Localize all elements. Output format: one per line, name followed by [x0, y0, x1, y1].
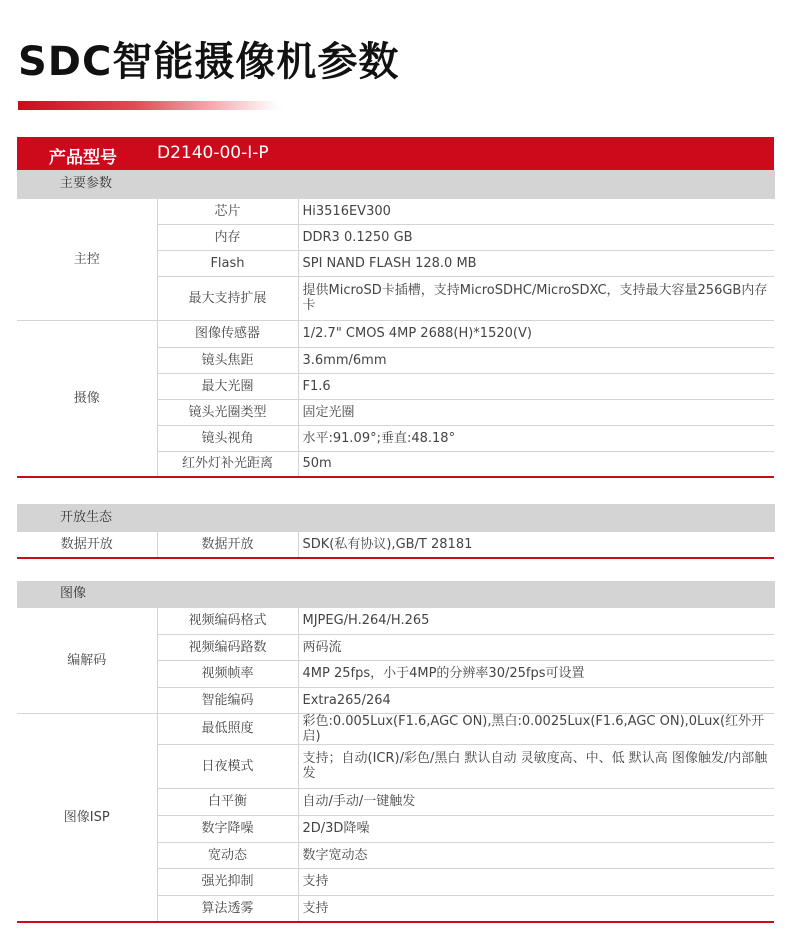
section-header: 主要参数 [17, 170, 774, 198]
param-name: Flash [157, 250, 298, 276]
param-value: 水平:91.09°;垂直:48.18° [298, 425, 774, 451]
section-header: 图像 [17, 581, 774, 607]
param-name: 视频编码格式 [157, 607, 298, 634]
group-label: 编解码 [17, 607, 157, 713]
table-row [17, 531, 774, 558]
param-value: 2D/3D降噪 [298, 815, 774, 842]
title-underline [18, 101, 278, 110]
param-name: 最低照度 [157, 713, 298, 744]
param-value: 50m [298, 451, 774, 477]
page-title: SDC智能摄像机参数 [18, 39, 400, 85]
param-value: 1/2.7" CMOS 4MP 2688(H)*1520(V) [298, 320, 774, 347]
param-name: 宽动态 [157, 842, 298, 868]
param-name: 镜头视角 [157, 425, 298, 451]
param-value: 支持；自动(ICR)/彩色/黑白 默认自动 灵敏度高、中、低 默认高 图像触发/内部触发 [298, 744, 774, 788]
param-value: 支持 [298, 895, 774, 922]
param-name: 数据开放 [157, 531, 298, 558]
param-value: SPI NAND FLASH 128.0 MB [298, 250, 774, 276]
table-row [17, 198, 774, 224]
param-value: 数字宽动态 [298, 842, 774, 868]
model-label: 产品型号 [49, 148, 117, 168]
param-name: 算法透雾 [157, 895, 298, 922]
table-row [17, 713, 774, 744]
section-main-params [17, 170, 774, 478]
param-value: Hi3516EV300 [298, 198, 774, 224]
param-value: SDK(私有协议),GB/T 28181 [298, 531, 774, 558]
param-value: 两码流 [298, 634, 774, 660]
param-name: 图像传感器 [157, 320, 298, 347]
param-value: Extra265/264 [298, 687, 774, 713]
group-label: 图像ISP [17, 713, 157, 922]
section-header: 开放生态 [17, 504, 774, 531]
param-value: 自动/手动/一键触发 [298, 788, 774, 815]
param-name: 智能编码 [157, 687, 298, 713]
param-name: 内存 [157, 224, 298, 250]
param-name: 镜头焦距 [157, 347, 298, 373]
param-name: 芯片 [157, 198, 298, 224]
param-name: 日夜模式 [157, 744, 298, 788]
param-value: 固定光圈 [298, 399, 774, 425]
param-name: 视频帧率 [157, 660, 298, 687]
group-label: 摄像 [17, 320, 157, 477]
group-label: 主控 [17, 198, 157, 320]
param-name: 镜头光圈类型 [157, 399, 298, 425]
param-value: 支持 [298, 868, 774, 895]
param-value: DDR3 0.1250 GB [298, 224, 774, 250]
param-value: 提供MicroSD卡插槽，支持MicroSDHC/MicroSDXC，支持最大容量256GB内存卡 [298, 276, 774, 320]
param-name: 最大光圈 [157, 373, 298, 399]
table-row [17, 320, 774, 347]
section-open-ecosystem [17, 504, 774, 559]
param-value: 3.6mm/6mm [298, 347, 774, 373]
param-name: 白平衡 [157, 788, 298, 815]
param-value: MJPEG/H.264/H.265 [298, 607, 774, 634]
section-image [17, 581, 774, 923]
param-name: 红外灯补光距离 [157, 451, 298, 477]
param-value: 彩色:0.005Lux(F1.6,AGC ON),黑白:0.0025Lux(F1.6,AGC ON),0Lux(红外开启) [298, 713, 774, 744]
group-label: 数据开放 [17, 531, 157, 558]
model-bar [17, 137, 774, 170]
param-name: 强光抑制 [157, 868, 298, 895]
param-name: 视频编码路数 [157, 634, 298, 660]
table-row [17, 607, 774, 634]
param-name: 最大支持扩展 [157, 276, 298, 320]
param-value: 4MP 25fps，小于4MP的分辨率30/25fps可设置 [298, 660, 774, 687]
model-value: D2140-00-I-P [157, 143, 269, 163]
param-value: F1.6 [298, 373, 774, 399]
param-name: 数字降噪 [157, 815, 298, 842]
